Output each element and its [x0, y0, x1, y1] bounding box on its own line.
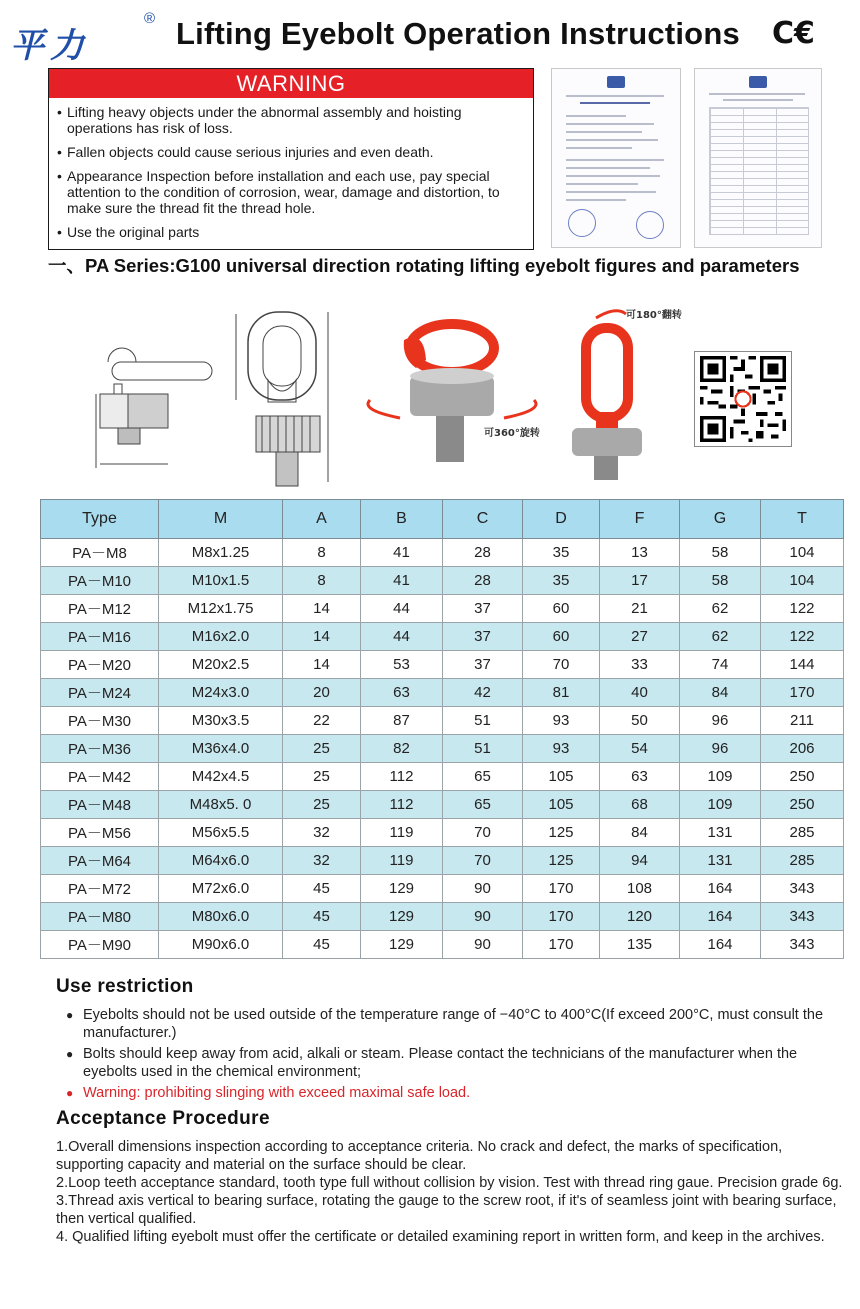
column-header: D [523, 500, 600, 539]
table-cell: 54 [600, 735, 680, 763]
table-cell: 211 [761, 707, 844, 735]
table-cell: 94 [600, 847, 680, 875]
table-cell: 51 [443, 735, 523, 763]
table-cell: 58 [680, 539, 761, 567]
spec-table [40, 499, 844, 959]
table-cell: 104 [761, 539, 844, 567]
table-cell: 125 [523, 847, 600, 875]
table-cell: 44 [361, 623, 443, 651]
table-cell: 63 [600, 763, 680, 791]
table-cell: 164 [680, 875, 761, 903]
table-row [41, 539, 844, 567]
column-header: T [761, 500, 844, 539]
table-cell: 112 [361, 763, 443, 791]
warning-item-text: Use the original parts [67, 224, 200, 240]
table-cell: 170 [523, 931, 600, 959]
text-line [566, 131, 642, 133]
table-cell: 90 [443, 931, 523, 959]
table-cell: M16x2.0 [159, 623, 283, 651]
warning-item-text: Lifting heavy objects under the abnormal assembly and hoisting operations has risk of loss. [67, 104, 462, 136]
table-cell: 129 [361, 903, 443, 931]
table-cell: 93 [523, 735, 600, 763]
rotate-arrow-left-icon [368, 400, 400, 418]
table-cell: 45 [283, 875, 361, 903]
bullet: ● [66, 1008, 74, 1022]
table-cell: 164 [680, 931, 761, 959]
table-cell: 68 [600, 791, 680, 819]
table-cell: 90 [443, 903, 523, 931]
table-cell: PA－M56 [41, 819, 159, 847]
table-cell: PA－M42 [41, 763, 159, 791]
table-cell: 27 [600, 623, 680, 651]
table-row [41, 707, 844, 735]
table-cell: PA－M16 [41, 623, 159, 651]
warning-item-text: Appearance Inspection before installation and each use, pay special attention to the condition of corrosion, wear, damage and distortion, to make sure the thread fit the thread hole. [67, 168, 500, 216]
text-line [566, 167, 650, 169]
table-cell: 37 [443, 623, 523, 651]
table-row [41, 819, 844, 847]
warning-heading: WARNING [49, 69, 533, 98]
table-row [41, 595, 844, 623]
acceptance-item: 2.Loop teeth acceptance standard, tooth type full without collision by vision. Test with thread ring gaue. Precision grade 6g. [56, 1175, 843, 1191]
front-view-drawing [236, 312, 328, 486]
table-header-row [41, 500, 844, 539]
acceptance-item: 4. Qualified lifting eyebolt must offer the certificate or detailed examining report in written form, and keep in the archives. [56, 1229, 825, 1245]
table-cell: 343 [761, 903, 844, 931]
table-cell: 93 [523, 707, 600, 735]
column-header: F [600, 500, 680, 539]
table-row [41, 847, 844, 875]
table-cell: 135 [600, 931, 680, 959]
table-cell: 53 [361, 651, 443, 679]
table-cell: 65 [443, 791, 523, 819]
table-cell: 32 [283, 847, 361, 875]
seal-stamp-icon [568, 209, 596, 237]
warning-item [55, 104, 525, 136]
table-cell: 96 [680, 735, 761, 763]
table-row [41, 875, 844, 903]
table-cell: 14 [283, 623, 361, 651]
restriction-item-text: Bolts should keep away from acid, alkali or steam. Please contact the technicians of the manufacturer when the eyebolts used in the chemical environment; [83, 1046, 798, 1080]
table-cell: 170 [523, 903, 600, 931]
bullet: ● [66, 1047, 74, 1061]
table-cell: 250 [761, 791, 844, 819]
table-cell: 25 [283, 791, 361, 819]
product-certificate-image [694, 68, 822, 248]
table-cell: 109 [680, 763, 761, 791]
table-cell: 125 [523, 819, 600, 847]
warning-item [55, 224, 525, 240]
table-cell: M10x1.5 [159, 567, 283, 595]
table-cell: M72x6.0 [159, 875, 283, 903]
column-header: C [443, 500, 523, 539]
table-cell: 35 [523, 539, 600, 567]
table-cell: 21 [600, 595, 680, 623]
warning-item [55, 168, 525, 216]
ring-outline-shape [108, 348, 136, 362]
table-cell: M48x5. 0 [159, 791, 283, 819]
table-cell: 60 [523, 623, 600, 651]
table-cell: 131 [680, 847, 761, 875]
seal-stamp-icon [636, 211, 664, 239]
table-row [41, 679, 844, 707]
text-line [709, 93, 805, 95]
text-line [723, 99, 793, 101]
restriction-warning-text: Warning: prohibiting slinging with exceed maximal safe load. [83, 1085, 471, 1101]
text-line [580, 102, 650, 104]
table-cell: 33 [600, 651, 680, 679]
table-cell: 70 [443, 819, 523, 847]
column-header: Type [41, 500, 159, 539]
knurl-shape [128, 394, 168, 428]
thread-shape [118, 428, 140, 444]
table-cell: 87 [361, 707, 443, 735]
table-row [41, 791, 844, 819]
table-cell: 250 [761, 763, 844, 791]
swivel-body-shape [596, 412, 618, 430]
table-cell: 122 [761, 623, 844, 651]
qr-code-icon [694, 351, 792, 447]
table-cell: M12x1.75 [159, 595, 283, 623]
warning-list [55, 104, 525, 248]
bullet: • [57, 144, 62, 160]
table-cell: 105 [523, 763, 600, 791]
table-cell: 22 [283, 707, 361, 735]
table-cell: 109 [680, 791, 761, 819]
page-header [0, 0, 860, 66]
table-cell: 170 [761, 679, 844, 707]
table-cell: 45 [283, 903, 361, 931]
table-row [41, 903, 844, 931]
table-cell: 63 [361, 679, 443, 707]
eu-emblem-icon [607, 76, 625, 88]
table-cell: M30x3.5 [159, 707, 283, 735]
table-cell: PA－M90 [41, 931, 159, 959]
table-cell: M80x6.0 [159, 903, 283, 931]
warning-item-text: Fallen objects could cause serious injuries and even death. [67, 144, 434, 160]
inner-ring-shape [263, 326, 301, 386]
text-line [566, 139, 658, 141]
text-line [566, 95, 664, 97]
table-cell: 37 [443, 595, 523, 623]
table-cell: 8 [283, 567, 361, 595]
table-cell: 343 [761, 875, 844, 903]
table-cell: 28 [443, 567, 523, 595]
table-cell: 105 [523, 791, 600, 819]
table-cell: 131 [680, 819, 761, 847]
table-cell: 285 [761, 847, 844, 875]
page-title: Lifting Eyebolt Operation Instructions [176, 16, 740, 51]
table-cell: 129 [361, 931, 443, 959]
table-cell: 35 [523, 567, 600, 595]
table-cell: PA－M20 [41, 651, 159, 679]
table-cell: 96 [680, 707, 761, 735]
ring-pin-shape [114, 384, 122, 394]
table-cell: 122 [761, 595, 844, 623]
table-row [41, 651, 844, 679]
warning-box [48, 68, 534, 250]
text-line [566, 115, 626, 117]
table-cell: 14 [283, 595, 361, 623]
table-cell: 28 [443, 539, 523, 567]
table-cell: PA－M24 [41, 679, 159, 707]
table-cell: M36x4.0 [159, 735, 283, 763]
table-cell: 60 [523, 595, 600, 623]
restriction-item [66, 1045, 846, 1081]
table-cell: 14 [283, 651, 361, 679]
table-cell: M8x1.25 [159, 539, 283, 567]
use-restriction-title: Use restriction [56, 976, 194, 997]
table-cell: PA－M12 [41, 595, 159, 623]
table-cell: M24x3.0 [159, 679, 283, 707]
table-cell: 285 [761, 819, 844, 847]
side-view-drawing [96, 348, 212, 468]
table-cell: 164 [680, 903, 761, 931]
eye-ring-shape [586, 328, 628, 418]
table-cell: M20x2.5 [159, 651, 283, 679]
bullet: • [57, 224, 62, 240]
table-cell: 41 [361, 567, 443, 595]
table-row [41, 763, 844, 791]
text-line [566, 199, 626, 201]
table-cell: 62 [680, 623, 761, 651]
table-cell: 82 [361, 735, 443, 763]
table-cell: 70 [523, 651, 600, 679]
table-cell: 74 [680, 651, 761, 679]
acceptance-item: 1.Overall dimensions inspection according to acceptance criteria. No crack and defect, the marks of specification, supporting capacity and material on the surface should be clear. [56, 1139, 783, 1173]
warning-item [55, 144, 525, 160]
text-line [566, 175, 660, 177]
table-cell: 343 [761, 931, 844, 959]
upright-eyebolt-photo [572, 311, 642, 480]
table-cell: 51 [443, 707, 523, 735]
table-cell: 206 [761, 735, 844, 763]
restriction-warning-item [66, 1084, 846, 1102]
table-cell: 108 [600, 875, 680, 903]
table-cell: 25 [283, 735, 361, 763]
table-row [41, 735, 844, 763]
table-cell: 42 [443, 679, 523, 707]
acceptance-item: 3.Thread axis vertical to bearing surface, rotating the gauge to the screw root, if it's of seamless joint with bearing surface, then vertical qualified. [56, 1193, 837, 1227]
column-header: M [159, 500, 283, 539]
table-cell: 119 [361, 819, 443, 847]
table-cell: 70 [443, 847, 523, 875]
rotating-eyebolt-photo [368, 324, 536, 462]
table-cell: 17 [600, 567, 680, 595]
collar-top-shape [410, 368, 494, 384]
table-cell: 37 [443, 651, 523, 679]
table-cell: PA－M72 [41, 875, 159, 903]
brand-logo: 平力 [10, 26, 90, 66]
table-cell: 50 [600, 707, 680, 735]
table-cell: M90x6.0 [159, 931, 283, 959]
table-cell: M64x6.0 [159, 847, 283, 875]
text-line [566, 147, 632, 149]
restriction-item [66, 1006, 846, 1042]
table-cell: 58 [680, 567, 761, 595]
table-cell: PA－M10 [41, 567, 159, 595]
table-cell: 119 [361, 847, 443, 875]
ce-mark: C€ [772, 16, 815, 51]
table-cell: 90 [443, 875, 523, 903]
section-title: 一、PA Series:G100 universal direction rotating lifting eyebolt figures and parameters [48, 255, 800, 276]
table-row [41, 623, 844, 651]
bullet: ● [66, 1086, 74, 1100]
table-cell: 170 [523, 875, 600, 903]
ring-side-shape [112, 362, 212, 380]
bullet: • [57, 104, 62, 120]
table-cell: PA－M30 [41, 707, 159, 735]
table-row [41, 567, 844, 595]
flip-arrow-icon [596, 311, 626, 318]
table-cell: 120 [600, 903, 680, 931]
eu-emblem-icon [749, 76, 767, 88]
table-cell: 25 [283, 763, 361, 791]
rotate-label: 可360°旋转 [484, 428, 540, 439]
table-cell: 45 [283, 931, 361, 959]
table-row [41, 931, 844, 959]
table-cell: 112 [361, 791, 443, 819]
table-cell: PA－M48 [41, 791, 159, 819]
table-cell: PA－M80 [41, 903, 159, 931]
table-cell: 144 [761, 651, 844, 679]
column-header: A [283, 500, 361, 539]
flip-label: 可180°翻转 [626, 310, 682, 321]
text-line [566, 123, 654, 125]
table-cell: 8 [283, 539, 361, 567]
table-cell: PA－M8 [41, 539, 159, 567]
restriction-item-text: Eyebolts should not be used outside of the temperature range of −40°C to 400°C(If exceed 200°C, must consult the manufacturer.) [83, 1007, 824, 1041]
text-line [566, 159, 664, 161]
column-header: B [361, 500, 443, 539]
outer-ring-shape [248, 312, 316, 400]
table-cell: 32 [283, 819, 361, 847]
table-cell: 62 [680, 595, 761, 623]
collar-shape [572, 428, 642, 456]
use-restriction-list [66, 1006, 846, 1105]
table-cell: 84 [600, 819, 680, 847]
table-cell: 84 [680, 679, 761, 707]
thread-shape [436, 416, 464, 462]
table-cell: 44 [361, 595, 443, 623]
thread-shape [594, 456, 618, 480]
table-cell: 20 [283, 679, 361, 707]
table-cell: 40 [600, 679, 680, 707]
table-cell: M56x5.5 [159, 819, 283, 847]
registered-mark: ® [144, 10, 156, 27]
thread-shape [276, 452, 298, 486]
text-line [566, 191, 656, 193]
certificate-of-conformity-image [551, 68, 681, 248]
rotate-arrow-right-icon [504, 400, 536, 418]
table-cell: M42x4.5 [159, 763, 283, 791]
table-cell: PA－M36 [41, 735, 159, 763]
text-line [566, 183, 638, 185]
acceptance-list [56, 1138, 846, 1246]
table-cell: 104 [761, 567, 844, 595]
table-cell: 13 [600, 539, 680, 567]
column-header: G [680, 500, 761, 539]
table-cell: 81 [523, 679, 600, 707]
acceptance-title: Acceptance Procedure [56, 1108, 270, 1129]
table-cell: 129 [361, 875, 443, 903]
bullet: • [57, 168, 62, 184]
table-cell: 65 [443, 763, 523, 791]
table-cell: 41 [361, 539, 443, 567]
certificate-table-grid [709, 107, 809, 235]
table-cell: PA－M64 [41, 847, 159, 875]
table-body [41, 539, 844, 959]
